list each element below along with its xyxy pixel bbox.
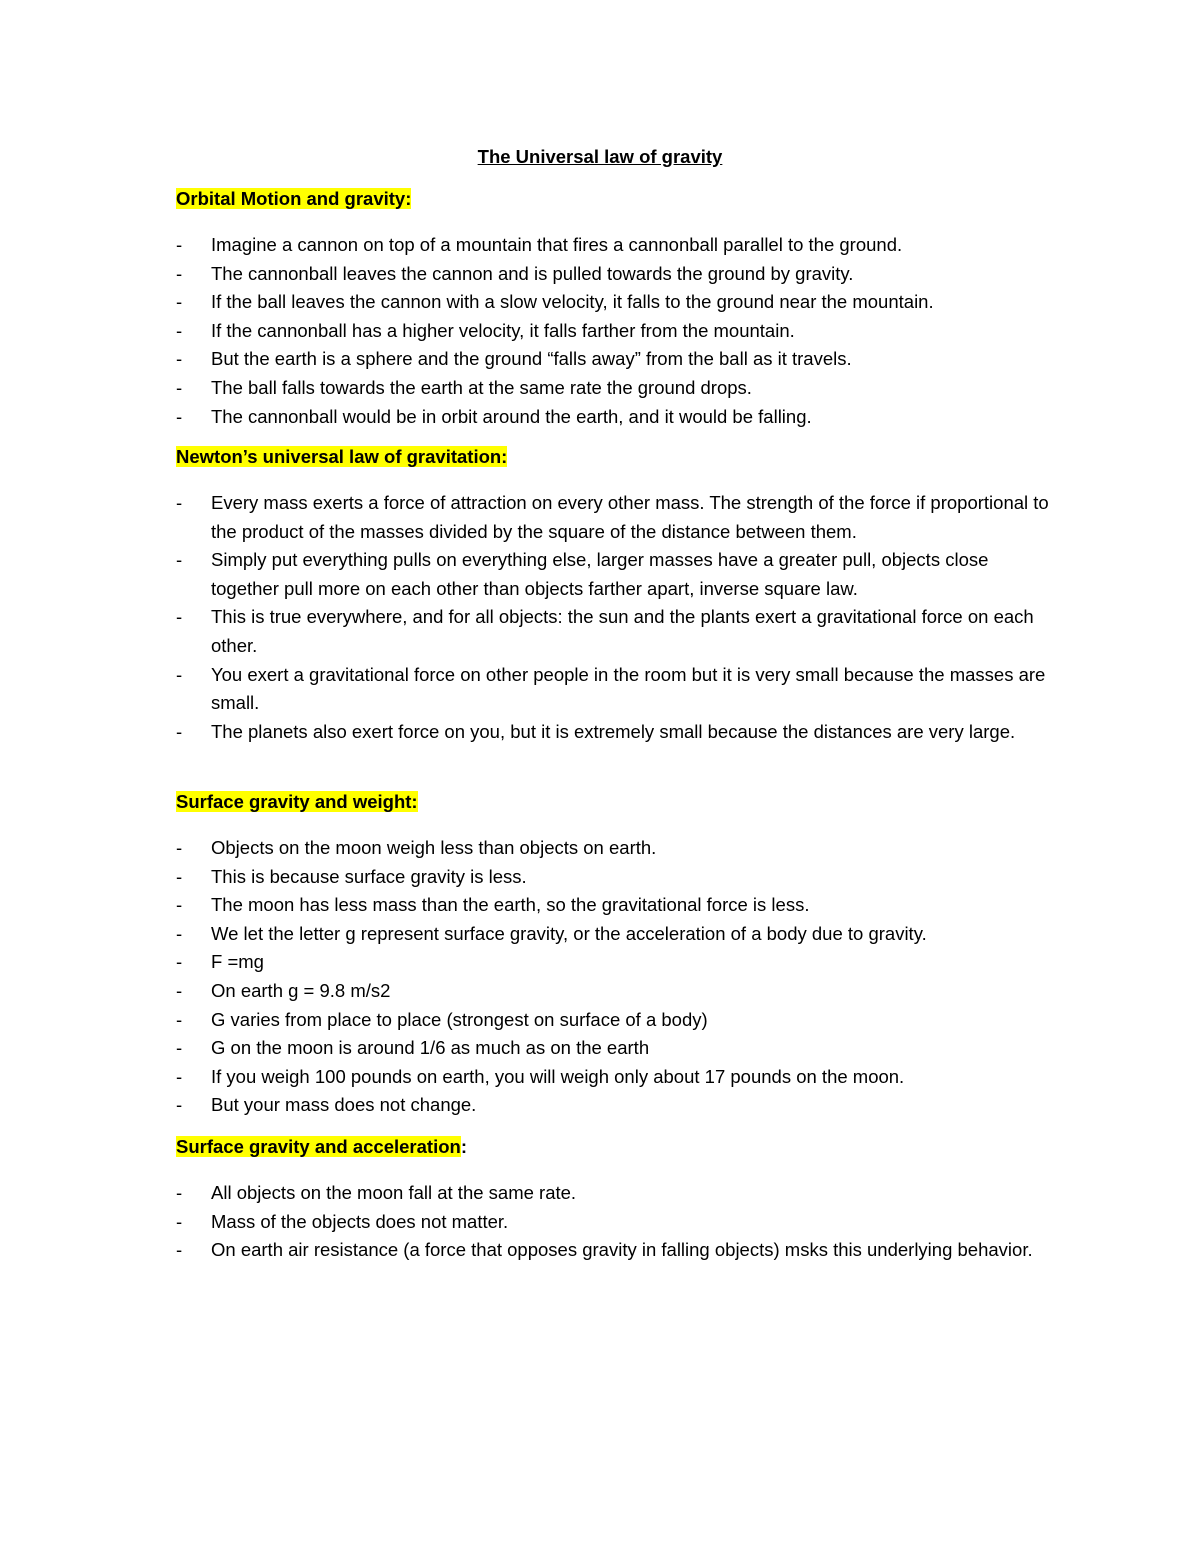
bullet-dash: -	[176, 1182, 183, 1203]
list-item	[176, 891, 1051, 920]
bullet-dash: -	[176, 1239, 183, 1261]
bullet-dash: -	[176, 1037, 183, 1059]
list-item	[176, 863, 1051, 892]
bullet-dash: -	[176, 894, 183, 916]
list-item	[176, 603, 1051, 660]
list-item	[176, 489, 1051, 546]
bullet-dash: -	[176, 549, 183, 571]
list-item	[176, 231, 1051, 260]
list-item-text: The cannonball leaves the cannon and is pulled towards the ground by gravity.	[211, 262, 854, 284]
list-item-text: But the earth is a sphere and the ground “falls away” from the ball as it travels.	[211, 348, 852, 370]
bullet-dash: -	[176, 606, 183, 628]
section-surface-gravity-acceleration	[176, 1133, 1076, 1265]
highlighted-heading-text: Surface gravity and weight:	[176, 791, 418, 812]
list-item	[176, 834, 1051, 863]
list-item	[176, 1208, 1051, 1237]
list-item	[176, 1034, 1051, 1063]
bullet-dash: -	[176, 720, 183, 742]
highlighted-heading-text: Newton’s universal law of gravitation:	[176, 446, 508, 467]
bullet-dash: -	[176, 979, 183, 1001]
bullet-dash: -	[176, 951, 183, 973]
bullet-dash: -	[176, 1094, 183, 1116]
heading-suffix: :	[460, 1136, 467, 1157]
list-item-text: This is true everywhere, and for all objects: the sun and the plants exert a gravitational force on each other.	[211, 606, 1034, 656]
list-item-text: On earth air resistance (a force that opposes gravity in falling objects) msks this underlying behavior.	[211, 1239, 1033, 1261]
bullet-dash: -	[176, 348, 183, 370]
document-title: The Universal law of gravity	[477, 146, 723, 167]
list-item-text: The planets also exert force on you, but it is extremely small because the distances are very large.	[211, 720, 1016, 742]
list-item-text: Mass of the objects does not matter.	[211, 1210, 509, 1232]
list-item-text: G on the moon is around 1/6 as much as on the earth	[211, 1037, 650, 1059]
list-item-text: G varies from place to place (strongest on surface of a body)	[211, 1008, 708, 1030]
list-item	[176, 260, 1051, 289]
bullet-dash: -	[176, 1210, 183, 1232]
highlighted-heading-text: Orbital Motion and gravity:	[176, 188, 412, 209]
bullet-list	[176, 231, 1076, 431]
list-item-text: Simply put everything pulls on everything else, larger masses have a greater pull, objects close together pull more on each other than objects farther apart, inverse square law.	[211, 549, 989, 599]
list-item	[176, 345, 1051, 374]
list-item	[176, 546, 1051, 603]
list-item-text: The ball falls towards the earth at the same rate the ground drops.	[211, 376, 752, 398]
section-newtons-law	[176, 443, 1076, 746]
bullet-dash: -	[176, 663, 183, 685]
bullet-list	[176, 834, 1076, 1120]
section-orbital-motion	[176, 185, 1076, 431]
bullet-dash: -	[176, 291, 183, 313]
bullet-dash: -	[176, 376, 183, 398]
bullet-dash: -	[176, 865, 183, 887]
list-item	[176, 718, 1051, 747]
list-item-text: You exert a gravitational force on other people in the room but it is very small because the masses are small.	[211, 663, 1046, 714]
highlighted-heading-text: Surface gravity and acceleration	[176, 1136, 461, 1157]
list-item	[176, 374, 1051, 403]
list-item	[176, 977, 1051, 1006]
list-item	[176, 403, 1051, 432]
list-item-text: Objects on the moon weigh less than objects on earth.	[211, 837, 657, 858]
list-item-text: But your mass does not change.	[211, 1094, 477, 1116]
bullet-dash: -	[176, 922, 183, 944]
bullet-dash: -	[176, 1065, 183, 1087]
list-item	[176, 1006, 1051, 1035]
list-item-text: All objects on the moon fall at the same rate.	[211, 1182, 577, 1203]
list-item-text: Every mass exerts a force of attraction on every other mass. The strength of the force if proportional to the product of the masses divided by the square of the distance between them.	[211, 492, 1049, 542]
list-item-text: The cannonball would be in orbit around the earth, and it would be falling.	[211, 405, 812, 427]
section-heading	[176, 788, 1076, 816]
section-heading	[176, 443, 1076, 471]
bullet-dash: -	[176, 492, 183, 513]
bullet-dash: -	[176, 1008, 183, 1030]
bullet-list	[176, 489, 1076, 746]
list-item	[176, 948, 1051, 977]
list-item	[176, 1091, 1051, 1120]
bullet-dash: -	[176, 837, 183, 858]
bullet-dash: -	[176, 405, 183, 427]
bullet-list	[176, 1179, 1076, 1265]
bullet-dash: -	[176, 319, 183, 341]
list-item-text: If the ball leaves the cannon with a slow velocity, it falls to the ground near the mountain.	[211, 291, 934, 313]
list-item-text: We let the letter g represent surface gravity, or the acceleration of a body due to gravity.	[211, 922, 927, 944]
section-heading	[176, 1133, 1076, 1161]
list-item-text: F =mg	[211, 951, 264, 973]
list-item	[176, 288, 1051, 317]
list-item-text: On earth g = 9.8 m/s2	[211, 979, 391, 1001]
list-item-text: If the cannonball has a higher velocity, it falls farther from the mountain.	[211, 319, 795, 341]
list-item-text: Imagine a cannon on top of a mountain that fires a cannonball parallel to the ground.	[211, 234, 903, 255]
list-item-text: This is because surface gravity is less.	[211, 865, 527, 887]
list-item	[176, 1236, 1051, 1265]
section-surface-gravity-weight	[176, 788, 1076, 1120]
list-item	[176, 317, 1051, 346]
section-heading	[176, 185, 1076, 213]
list-item-text: The moon has less mass than the earth, so the gravitational force is less.	[211, 894, 810, 916]
list-item	[176, 1063, 1051, 1092]
list-item	[176, 920, 1051, 949]
list-item	[176, 661, 1051, 718]
list-item	[176, 1179, 1051, 1208]
bullet-dash: -	[176, 234, 183, 255]
bullet-dash: -	[176, 262, 183, 284]
list-item-text: If you weigh 100 pounds on earth, you will weigh only about 17 pounds on the moon.	[211, 1065, 905, 1087]
